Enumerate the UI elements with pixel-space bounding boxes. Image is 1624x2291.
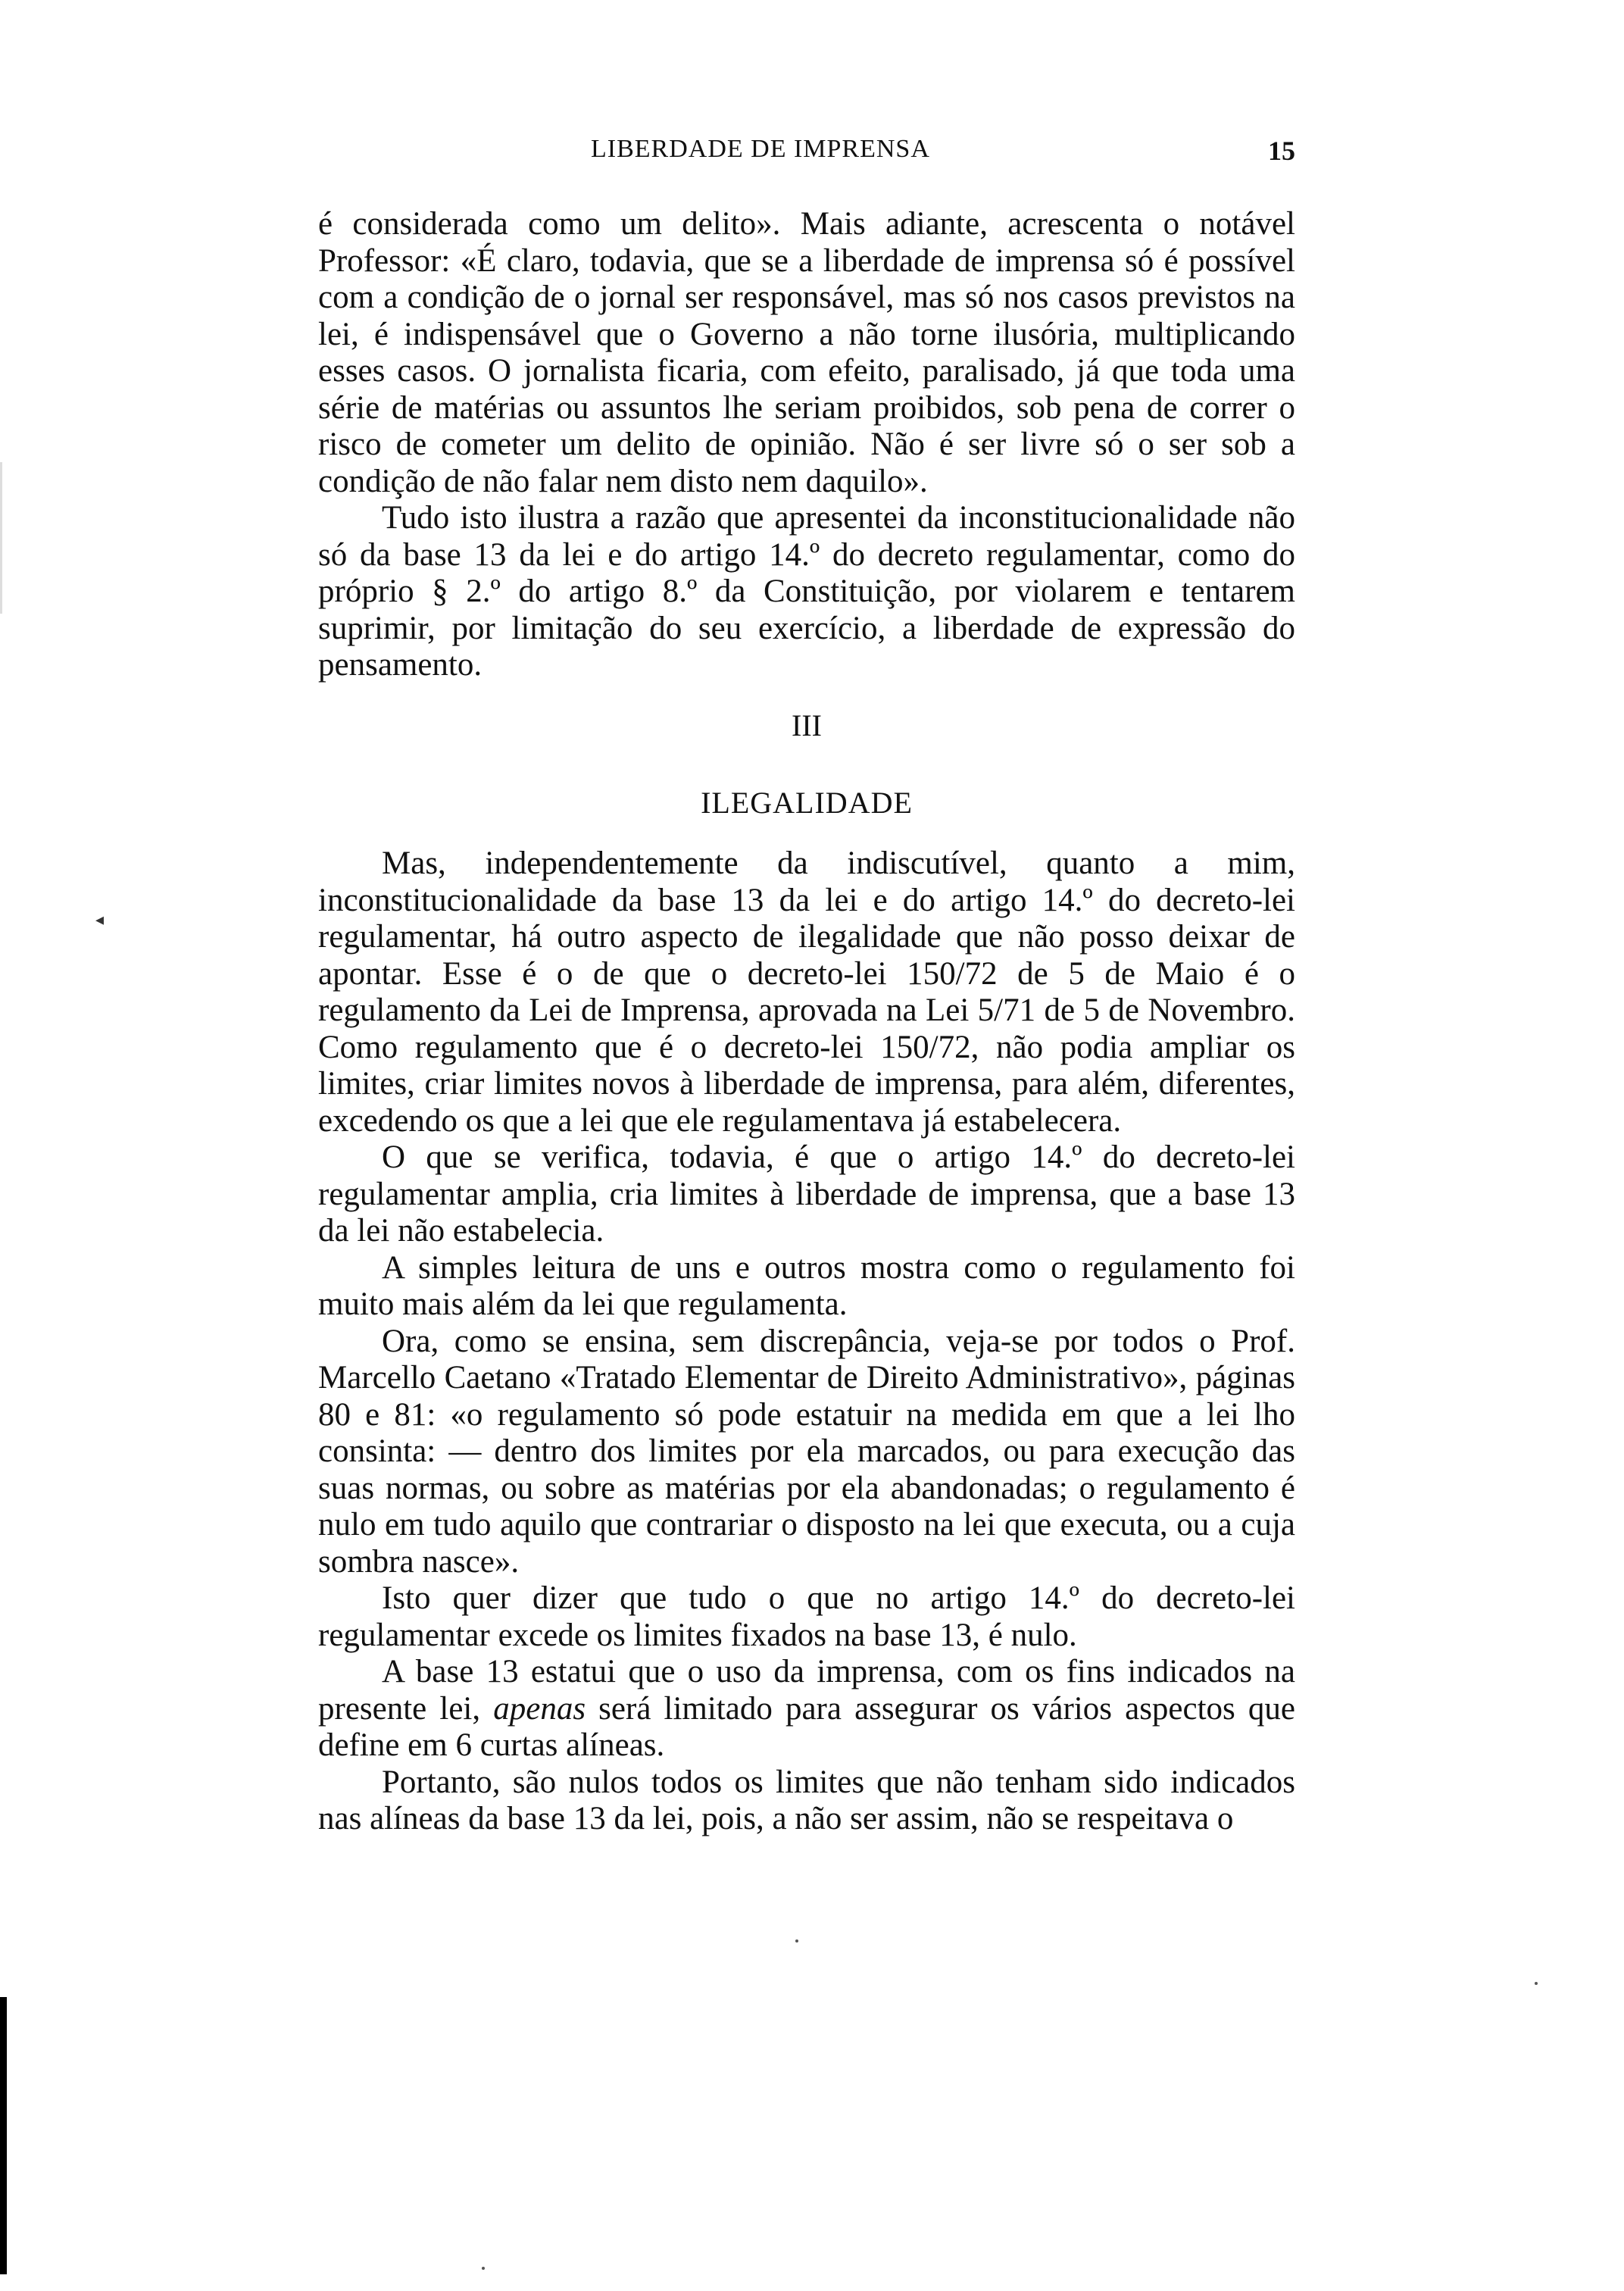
section-number: III [792, 708, 822, 742]
paragraph: Ora, como se ensina, sem discrepância, veja-se por todos o Prof. Marcello Caetano «Tratado Elementar de Direito Administrativo», páginas 80 e 81: «o regulamento só pode estatuir na medida em que a lei lho consinta: — dentro dos limites por ela marcados, ou para execução das suas normas, ou sobre as matérias por ela abandonadas; o regulamento é nulo em tudo aquilo que contrariar o disposto na lei que executa, ou a cuja sombra nasce». [318, 1323, 1295, 1580]
scan-edge-bar [0, 1997, 7, 2274]
emphasis-text: apenas [493, 1690, 586, 1727]
paragraph: Mas, independentemente da indiscutível, quanto a mim, inconstitucionalidade da base 13 da lei e do artigo 14.º do decreto-lei regulamentar, há outro aspecto de ilegalidade que não posso deixar de apontar. Esse é o de que o decreto-lei 150/72 de 5 de Maio é o regulamento da Lei de Imprensa, aprovada na Lei 5/71 de 5 de Novembro. Como regulamento que é o decreto-lei 150/72, não podia ampliar os limites, criar limites novos à liberdade de imprensa, para além, diferentes, excedendo os que a lei que ele regulamentava já estabelecera. [318, 845, 1295, 1139]
page-number: 15 [1268, 136, 1295, 166]
text-run: será limitado para assegurar os vários aspectos que define em 6 curtas alíneas. [318, 1690, 1295, 1763]
paragraph: é considerada como um delito». Mais adiante, acrescenta o notável Professor: «É claro, todavia, que se a liberdade de imprensa só é possível com a condição de o jornal ser responsável, mas só nos casos previstos na lei, é indispensável que o Governo a não torne ilusória, multiplicando esses casos. O jornalista ficaria, com efeito, paralisado, já que toda uma série de matérias ou assuntos lhe seriam proibidos, sob pena de correr o risco de cometer um delito de opinião. Não é ser livre só o ser sob a condição de não falar nem disto nem daquilo». [318, 206, 1295, 499]
scan-speck [795, 1939, 798, 1943]
scan-speck [1535, 1982, 1538, 1985]
paragraph: Portanto, são nulos todos os limites que não tenham sido indicados nas alíneas da base 13 da lei, pois, a não ser assim, não se respeitava o [318, 1764, 1295, 1836]
paragraph: Isto quer dizer que tudo o que no artigo 14.º do decreto-lei regulamentar excede os limites fixados na base 13, é nulo. [318, 1580, 1295, 1653]
scan-speck [482, 2267, 485, 2270]
section-title: ILEGALIDADE [701, 786, 913, 820]
scan-mark-icon: ◂ [95, 910, 105, 929]
text-block-top [318, 206, 1295, 684]
paragraph: O que se verifica, todavia, é que o artigo 14.º do decreto-lei regulamentar amplia, cria limites à liberdade de imprensa, que a base 13 da lei não estabelecia. [318, 1139, 1295, 1249]
text-run: A base 13 estatui que o uso da imprensa, com os fins indicados na presente lei, [318, 1654, 1295, 1727]
paragraph: Tudo isto ilustra a razão que apresentei da inconstitucionalidade não só da base 13 da lei e do artigo 14.º do decreto regulamentar, como do próprio § 2.º do artigo 8.º da Constituição, por violarem e tentarem suprimir, por limitação do seu exercício, a liberdade de expressão do pensamento. [318, 500, 1295, 683]
paragraph [318, 1654, 1295, 1764]
running-head [318, 135, 1295, 173]
paragraph: A simples leitura de uns e outros mostra como o regulamento foi muito mais além da lei que regulamenta. [318, 1249, 1295, 1322]
running-title: LIBERDADE DE IMPRENSA [591, 135, 930, 163]
scan-edge-shadow [0, 462, 2, 614]
text-block-main [318, 845, 1295, 1838]
